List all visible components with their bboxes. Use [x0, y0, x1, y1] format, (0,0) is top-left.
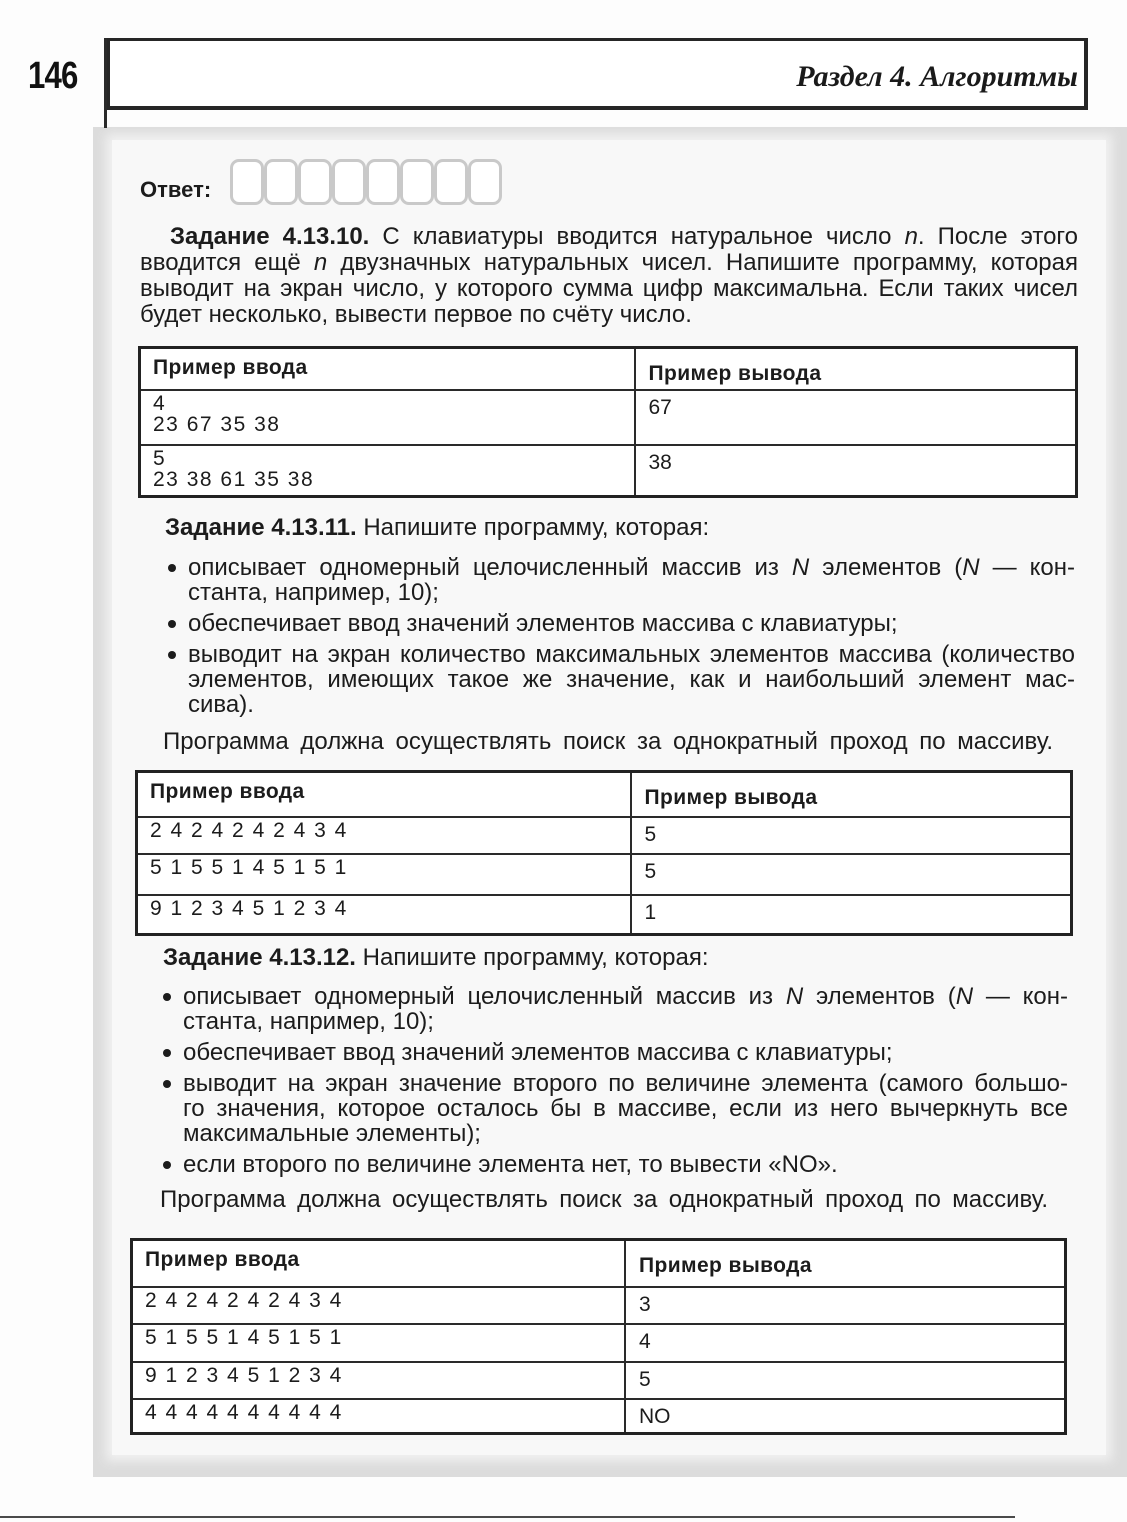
text-line	[188, 692, 1075, 717]
bullet-icon	[163, 1049, 171, 1057]
text-run: двузначных натуральных чисел. Напишите программу, которая	[327, 249, 1078, 276]
input-line: 4 4 4 4 4 4 4 4 4 4	[145, 1400, 343, 1424]
input-cell	[132, 1399, 626, 1434]
text-run: Программа должна осуществлять поиск за однократный проход по массиву.	[163, 728, 1053, 755]
text-line	[188, 642, 1075, 667]
variable-name: n	[313, 249, 328, 276]
text-run: элементов (	[809, 554, 963, 581]
header-input: Пример ввода	[140, 348, 635, 390]
text-run: выводит на экран число, у которого сумма цифр максимальна. Если таких чисел	[140, 275, 1078, 302]
task-4-13-10-statement	[140, 224, 1078, 328]
input-cell	[137, 895, 631, 935]
task-4-13-11-note	[163, 729, 1053, 755]
table-row	[140, 445, 1077, 497]
text-line	[188, 580, 1075, 605]
text-run: сива).	[188, 691, 254, 718]
text-run: Напишите программу, которая:	[355, 944, 709, 971]
text-run: . После этого	[917, 223, 1078, 250]
text-line	[183, 1009, 1068, 1034]
bullet-icon	[163, 1080, 171, 1088]
table-row	[132, 1287, 1066, 1324]
table-header-row	[140, 348, 1077, 390]
output-cell: 67	[635, 390, 1077, 445]
text-run: элементов, имеющих такое же значение, как и наибольший элемент мас-	[188, 666, 1075, 693]
header-input: Пример ввода	[132, 1240, 626, 1287]
input-cell	[140, 445, 635, 497]
table-row	[132, 1399, 1066, 1434]
variable-name: N	[962, 554, 980, 581]
text-line	[140, 224, 1078, 250]
input-line: 23 67 35 38	[153, 412, 281, 436]
text-line	[160, 1187, 1048, 1213]
variable-name: N	[955, 983, 974, 1010]
text-run: будет несколько, вывести первое по счёту число.	[140, 301, 692, 328]
variable-name: n	[904, 223, 918, 250]
text-line	[163, 729, 1053, 755]
text-line	[188, 555, 1075, 580]
input-line: 23 38 61 35 38	[153, 467, 315, 491]
bullet-item	[168, 611, 1075, 636]
input-line: 2 4 2 4 2 4 2 4 3 4	[150, 818, 348, 842]
answer-cell	[332, 159, 366, 205]
text-run: станта, например, 10);	[183, 1008, 434, 1035]
bullet-icon	[168, 620, 176, 628]
text-line	[140, 302, 1078, 328]
table-row	[137, 817, 1072, 854]
input-cell	[132, 1287, 626, 1324]
text-run: описывает одномерный целочисленный массив из	[188, 554, 792, 581]
text-run: элементов (	[803, 983, 956, 1010]
header-output: Пример вывода	[631, 772, 1072, 817]
example-table-body	[140, 348, 1077, 497]
variable-name: N	[791, 554, 810, 581]
text-run: обеспечивает ввод значений элементов массива с клавиатуры;	[183, 1039, 893, 1066]
task-4-13-11-requirements	[168, 555, 1075, 723]
example-table-body	[137, 772, 1072, 935]
header-output: Пример вывода	[625, 1240, 1066, 1287]
bullet-icon	[168, 564, 176, 572]
text-line	[183, 1040, 1068, 1065]
input-line: 4	[153, 391, 167, 415]
text-line	[140, 250, 1078, 276]
input-cell	[137, 817, 631, 854]
text-line	[183, 1121, 1068, 1146]
input-line: 2 4 2 4 2 4 2 4 3 4	[145, 1288, 343, 1312]
example-table	[135, 770, 1073, 936]
answer-cell	[400, 159, 434, 205]
task-4-13-12-intro	[163, 945, 1063, 971]
header-rule	[104, 38, 107, 128]
text-run: максимальные элементы);	[183, 1120, 481, 1147]
answer-cell	[298, 159, 332, 205]
bullet-item	[168, 555, 1075, 605]
task-number: Задание 4.13.12.	[163, 944, 356, 971]
bullet-icon	[168, 651, 176, 659]
text-line	[140, 276, 1078, 302]
text-line	[183, 1152, 1068, 1177]
input-cell	[137, 854, 631, 895]
output-cell: 5	[631, 817, 1072, 854]
header-input: Пример ввода	[137, 772, 631, 817]
table-row	[137, 854, 1072, 895]
table-row	[137, 895, 1072, 935]
table-header-row	[132, 1240, 1066, 1287]
example-table	[130, 1238, 1067, 1435]
output-cell: NO	[625, 1399, 1066, 1434]
table-header-row	[137, 772, 1072, 817]
example-table-body	[132, 1240, 1066, 1434]
bullet-item	[163, 984, 1068, 1034]
task-4-13-12-note	[160, 1187, 1048, 1213]
bullet-icon	[163, 993, 171, 1001]
answer-cell	[366, 159, 400, 205]
page-bottom-rule	[0, 1516, 1015, 1518]
text-run: го значения, которое осталось бы в массиве, если из него вычеркнуть все	[183, 1095, 1068, 1122]
input-cell	[140, 390, 635, 445]
text-run: — кон-	[979, 554, 1076, 581]
output-cell: 5	[631, 854, 1072, 895]
answer-cell	[264, 159, 298, 205]
text-run: вводится ещё	[140, 249, 314, 276]
table-row	[132, 1362, 1066, 1399]
task-4-13-11-examples	[135, 770, 1073, 936]
output-cell: 1	[631, 895, 1072, 935]
bullet-item	[168, 642, 1075, 717]
text-line	[183, 984, 1068, 1009]
answer-boxes	[230, 159, 502, 205]
input-line: 5 1 5 5 1 4 5 1 5 1	[150, 855, 348, 879]
table-row	[132, 1324, 1066, 1362]
text-line	[188, 611, 1075, 636]
text-run: выводит на экран количество максимальных элементов массива (количество	[188, 641, 1075, 668]
text-run: если второго по величине элемента нет, то вывести «NO».	[183, 1151, 838, 1178]
bullet-icon	[163, 1161, 171, 1169]
output-cell: 4	[625, 1324, 1066, 1362]
task-4-13-11-intro	[165, 515, 1075, 541]
task-4-13-12-requirements	[163, 984, 1068, 1183]
output-cell: 38	[635, 445, 1077, 497]
task-4-13-10-examples	[138, 346, 1078, 498]
input-line: 9 1 2 3 4 5 1 2 3 4	[145, 1363, 343, 1387]
task-number: Задание 4.13.10.	[170, 223, 370, 250]
text-line	[183, 1071, 1068, 1096]
text-line	[183, 1096, 1068, 1121]
text-line	[163, 945, 1063, 971]
answer-cell	[434, 159, 468, 205]
section-title: Раздел 4. Алгоритмы	[796, 60, 1078, 93]
table-row	[140, 390, 1077, 445]
text-line	[165, 515, 1075, 541]
page-number: 146	[28, 55, 78, 97]
text-run: — кон-	[973, 983, 1069, 1010]
variable-name: N	[785, 983, 804, 1010]
text-run: обеспечивает ввод значений элементов массива с клавиатуры;	[188, 610, 898, 637]
text-run: описывает одномерный целочисленный массив из	[183, 983, 786, 1010]
task-4-13-12-examples	[130, 1238, 1067, 1435]
text-run: Программа должна осуществлять поиск за однократный проход по массиву.	[160, 1186, 1048, 1213]
input-line: 5 1 5 5 1 4 5 1 5 1	[145, 1325, 343, 1349]
task-number: Задание 4.13.11.	[165, 514, 357, 541]
example-table	[138, 346, 1078, 498]
answer-cell	[468, 159, 502, 205]
text-line	[188, 667, 1075, 692]
bullet-item	[163, 1152, 1068, 1177]
text-run: Напишите программу, которая:	[356, 514, 710, 541]
input-line: 5	[153, 446, 167, 470]
input-cell	[132, 1362, 626, 1399]
text-run: станта, например, 10);	[188, 579, 439, 606]
bullet-item	[163, 1040, 1068, 1065]
answer-label: Ответ:	[140, 177, 212, 202]
output-cell: 5	[625, 1362, 1066, 1399]
answer-cell	[230, 159, 264, 205]
input-cell	[132, 1324, 626, 1362]
text-run: выводит на экран значение второго по величине элемента (самого большо-	[183, 1070, 1068, 1097]
section-header	[107, 38, 1088, 110]
input-line: 9 1 2 3 4 5 1 2 3 4	[150, 896, 348, 920]
header-output: Пример вывода	[635, 348, 1077, 390]
output-cell: 3	[625, 1287, 1066, 1324]
text-run: С клавиатуры вводится натуральное число	[369, 223, 905, 250]
bullet-item	[163, 1071, 1068, 1146]
